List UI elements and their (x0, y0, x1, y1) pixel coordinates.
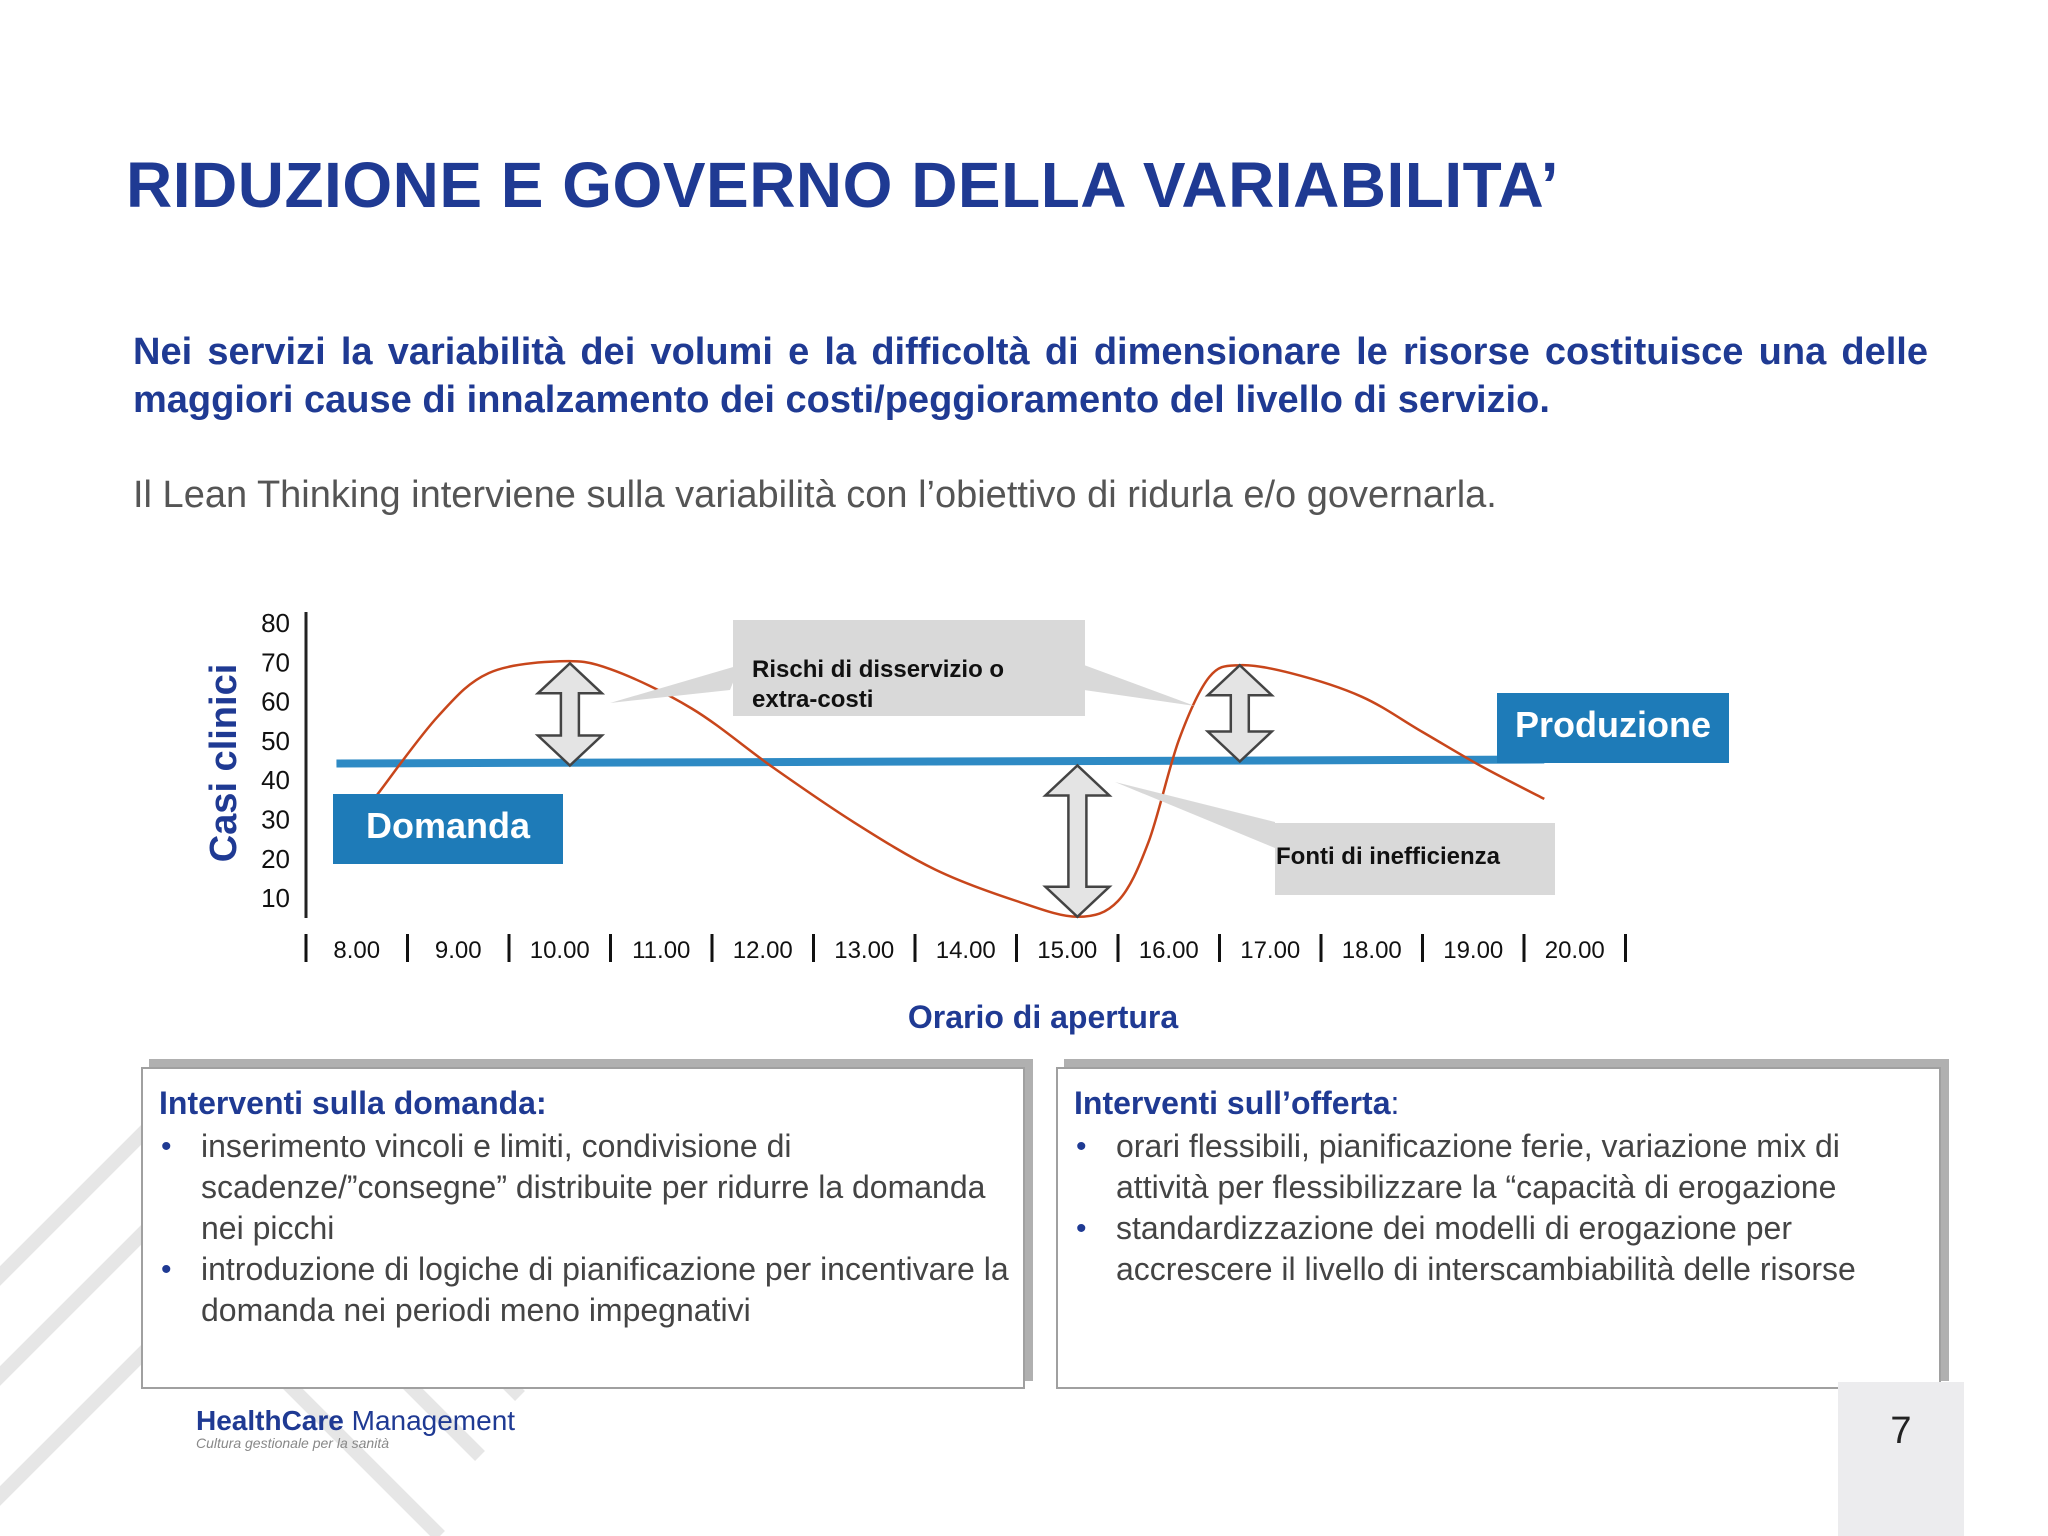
callout-rischi-line2: extra-costi (752, 686, 874, 713)
list-item: • standardizzazione dei modelli di erogazione per accrescere il livello di interscambiabilità delle risorse (1076, 1210, 1856, 1287)
y-tick-label: 10 (261, 883, 290, 914)
y-tick-labels (261, 608, 290, 913)
demand-interventions-list (159, 1126, 1009, 1331)
x-tick-label: 16.00 (1138, 937, 1199, 964)
offer-interventions-box (1056, 1067, 1941, 1389)
intro-paragraph: Nei servizi la variabilità dei volumi e la difficoltà di dimensionare le risorse costituisce una delle maggiori cause di innalzamento dei costi/peggioramento del livello di servizio. (133, 331, 1928, 421)
list-item: • orari flessibili, pianificazione ferie, variazione mix di attività per flessibilizzare la “capacità di erogazione (1076, 1128, 1840, 1205)
x-tick-label: 11.00 (632, 937, 691, 964)
y-tick-label: 20 (261, 843, 290, 874)
y-tick-label: 30 (261, 804, 290, 835)
x-tick-label: 10.00 (529, 937, 590, 964)
x-tick-label: 12.00 (732, 937, 793, 964)
page-number-box (1838, 1382, 1964, 1536)
y-tick-label: 60 (261, 686, 290, 717)
bullet-icon: • (1076, 1212, 1087, 1245)
demand-interventions-title: Interventi sulla domanda: (159, 1085, 547, 1121)
x-tick-label: 8.00 (333, 937, 381, 964)
lean-thinking-text: Il Lean Thinking interviene sulla variabilità con l’obiettivo di ridurla e/o governarla. (133, 474, 1497, 516)
demand-interventions-box (141, 1067, 1025, 1389)
bullet-icon: • (161, 1253, 172, 1286)
x-axis-label: Orario di apertura (907, 999, 1179, 1035)
y-tick-label: 40 (261, 765, 290, 796)
x-tick-label: 20.00 (1544, 937, 1605, 964)
x-tick-label: 9.00 (434, 937, 482, 964)
slide-title: RIDUZIONE E GOVERNO DELLA VARIABILITA’ (126, 149, 1559, 221)
offer-interventions-title: Interventi sull’offerta: (1074, 1085, 1400, 1121)
bullet-icon: • (1076, 1130, 1087, 1163)
healthcare-management-logo: HealthCare Management Cultura gestionale per la sanità (196, 1405, 516, 1451)
x-tick-label: 18.00 (1341, 937, 1402, 964)
y-axis-label: Casi clinici (203, 663, 245, 863)
page-number: 7 (1890, 1410, 1912, 1452)
y-tick-label: 50 (261, 725, 290, 756)
callout-pointer-fonti (1115, 782, 1275, 848)
gap-arrow-icon (1208, 665, 1272, 761)
callout-pointer-rischi (610, 665, 740, 703)
x-tick-labels (306, 934, 1626, 964)
callout-fonti-text: Fonti di inefficienza (1276, 843, 1501, 870)
x-tick-label: 19.00 (1443, 937, 1504, 964)
x-tick-label: 13.00 (834, 937, 895, 964)
x-tick-label: 17.00 (1240, 937, 1301, 964)
y-tick-label: 80 (261, 608, 290, 638)
callout-rischi-line1: Rischi di disservizio o (752, 656, 1005, 683)
series-label-domanda: Domanda (365, 805, 531, 846)
list-item: • inserimento vincoli e limiti, condivisione di scadenze/”consegne” distribuite per ridurre la domanda nei picchi (161, 1128, 986, 1246)
callout-pointer-rischi-right (1084, 665, 1195, 706)
series-label-produzione: Produzione (1515, 704, 1711, 745)
gap-arrow-icon (538, 663, 602, 765)
gap-arrow-icon (1045, 765, 1109, 916)
x-tick-label: 15.00 (1037, 937, 1098, 964)
x-tick-label: 14.00 (935, 937, 996, 964)
offer-interventions-list (1074, 1126, 1925, 1290)
bullet-icon: • (161, 1130, 172, 1163)
list-item: • introduzione di logiche di pianificazione per incentivare la domanda nei periodi meno impegnativi (161, 1251, 1009, 1328)
y-tick-label: 70 (261, 647, 290, 678)
series-line-produzione (336, 760, 1544, 764)
